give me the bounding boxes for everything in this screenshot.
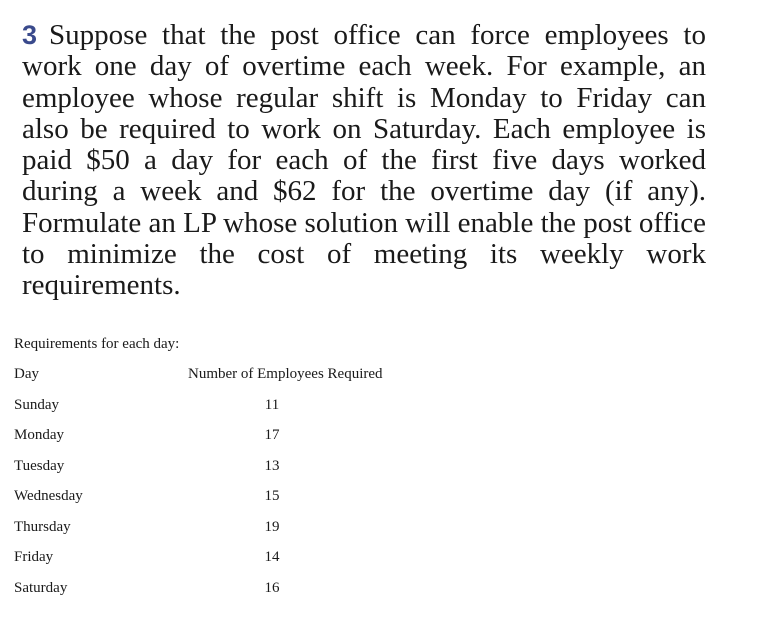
requirements-caption: Requirements for each day: <box>14 336 180 352</box>
table-row <box>14 427 434 458</box>
day-cell: Saturday <box>14 579 68 596</box>
problem-text: Suppose that the post office can force employees to work one day of overtime each week. For example, an employee whose regular shift is Monday to Friday can also be required to work on Saturday. Each employee is paid $50 a day for each of the first five days worked during a week and $62 for the overtime day (if any). Formulate an LP whose solution will enable the post office to minimize the cost of meeting its weekly work requirements. <box>22 19 706 302</box>
problem-statement <box>22 20 706 302</box>
table-row <box>14 549 434 580</box>
employees-required-cell: 16 <box>264 579 280 596</box>
requirements-table <box>14 366 434 610</box>
day-cell: Monday <box>14 427 64 443</box>
employees-required-cell: 19 <box>264 518 280 535</box>
table-row <box>14 458 434 489</box>
employees-required-cell: 14 <box>264 549 280 565</box>
day-cell: Thursday <box>14 518 71 535</box>
table-row <box>14 580 434 611</box>
day-cell: Sunday <box>14 396 59 413</box>
employees-required-cell: 17 <box>264 427 280 443</box>
day-column-header: Day <box>14 366 39 382</box>
table-row <box>14 488 434 519</box>
table-header-row <box>14 366 434 397</box>
table-row <box>14 397 434 428</box>
employees-required-cell: 13 <box>264 457 280 474</box>
table-row <box>14 519 434 550</box>
problem-number: 3 <box>22 20 38 50</box>
employees-required-cell: 11 <box>264 396 280 413</box>
day-cell: Tuesday <box>14 457 65 474</box>
day-cell: Friday <box>14 549 54 565</box>
employees-required-cell: 15 <box>264 488 280 504</box>
day-cell: Wednesday <box>14 488 83 504</box>
employees-column-header: Number of Employees Required <box>188 366 383 382</box>
